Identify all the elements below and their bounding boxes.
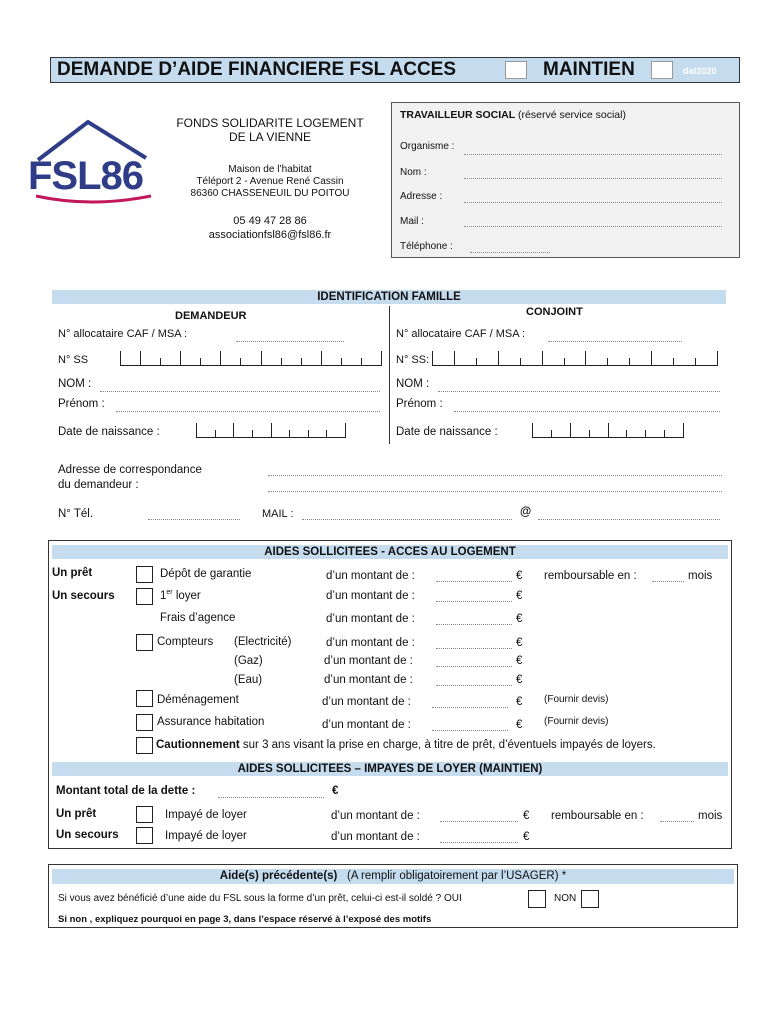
comb-tick [589, 430, 590, 437]
comb-tick [645, 430, 646, 437]
form-title: DEMANDE D’AIDE FINANCIERE FSL ACCES [57, 59, 457, 80]
maintien-un-secours-label: Un secours [56, 829, 119, 841]
conjoint-nom-label: NOM : [396, 378, 430, 390]
telephone-label: N° Tél. [58, 508, 94, 520]
demandeur-nom-field[interactable] [100, 382, 380, 392]
comb-tick [301, 358, 302, 365]
solde-non-checkbox[interactable] [581, 890, 599, 908]
adresse-label-line2: du demandeur : [58, 479, 139, 491]
comb-tick [629, 358, 630, 365]
comb-tick [476, 358, 477, 365]
famille-section-header: IDENTIFICATION FAMILLE [52, 290, 726, 304]
premier-loyer-label: 1er loyer [160, 589, 201, 602]
demenagement-montant-field[interactable] [432, 698, 508, 708]
comb-tick [626, 430, 627, 437]
dette-euro: € [332, 785, 339, 797]
social-nom-label: Nom : [400, 167, 427, 178]
maintien-secours-montant-label: d’un montant de : [331, 831, 420, 843]
depot-montant-field[interactable] [436, 572, 512, 582]
comb-tick [570, 423, 571, 437]
precedentes-note: Si non , expliquez pourquoi en page 3, dans l’espace réservé à l’exposé des motifs [58, 914, 432, 925]
comb-tick [215, 430, 216, 437]
conjoint-heading: CONJOINT [526, 306, 583, 318]
form-title-bar [50, 57, 740, 83]
social-worker-box [391, 102, 740, 258]
mail-field-user[interactable] [302, 510, 512, 520]
conjoint-caf-field[interactable] [548, 332, 682, 342]
maintien-un-pret-label: Un prêt [56, 808, 97, 820]
org-address-1: Maison de l’habitat [228, 164, 312, 175]
acces-un-pret-label: Un prêt [52, 567, 93, 579]
demandeur-caf-label: N° allocataire CAF / MSA : [58, 328, 188, 340]
dette-total-label: Montant total de la dette : [56, 785, 196, 797]
mail-field-domain[interactable] [538, 510, 720, 520]
depot-euro: € [516, 570, 523, 582]
adresse-field-line1[interactable] [268, 466, 722, 476]
comb-tick [498, 351, 499, 365]
comb-tick [454, 351, 455, 365]
comb-tick [326, 430, 327, 437]
organisme-label: Organisme : [400, 141, 455, 152]
premier-loyer-checkbox[interactable] [136, 588, 153, 605]
comb-tick [140, 351, 141, 365]
frais-montant-label: d’un montant de : [326, 613, 415, 625]
comb-tick [651, 351, 652, 365]
dette-total-field[interactable] [218, 788, 324, 798]
org-phone: 05 49 47 28 86 [233, 215, 307, 227]
adresse-label-line1: Adresse de correspondance [58, 464, 202, 476]
conjoint-naissance-field[interactable] [532, 424, 684, 438]
maintien-section-header: AIDES SOLLICITEES – IMPAYES DE LOYER (MAINTIEN) [52, 762, 728, 776]
comb-tick [664, 430, 665, 437]
social-mail-label: Mail : [400, 216, 424, 227]
social-telephone-label: Téléphone : [400, 241, 453, 252]
conjoint-ss-label: N° SS: [396, 354, 430, 366]
maintien-remboursable-field[interactable] [660, 812, 694, 822]
mail-label: MAIL : [262, 508, 294, 520]
eau-montant-label: d’un montant de : [324, 674, 413, 686]
comb-tick [252, 430, 253, 437]
org-block [160, 116, 380, 242]
comb-tick [361, 358, 362, 365]
comb-tick [683, 423, 684, 437]
maintien-checkbox[interactable] [651, 61, 673, 79]
comb-tick [607, 358, 608, 365]
demenagement-devis-note: (Fournir devis) [544, 694, 609, 705]
conjoint-prenom-label: Prénom : [396, 398, 443, 410]
comb-tick [240, 358, 241, 365]
comb-tick [341, 358, 342, 365]
gaz-montant-field[interactable] [436, 657, 512, 667]
loyer-euro: € [516, 590, 523, 602]
org-name-line2: DE LA VIENNE [228, 130, 312, 144]
org-address-2: Téléport 2 - Avenue René Cassin [196, 176, 344, 187]
acces-mois-label: mois [688, 570, 713, 582]
maintien-pret-impaye-label: Impayé de loyer [165, 809, 247, 821]
demandeur-heading: DEMANDEUR [175, 310, 247, 322]
comb-tick [432, 351, 433, 365]
acces-remboursable-field[interactable] [652, 572, 684, 582]
demandeur-nom-label: NOM : [58, 378, 92, 390]
comb-tick [321, 351, 322, 365]
maintien-mois-label: mois [698, 810, 723, 822]
assurance-label: Assurance habitation [157, 716, 265, 728]
comb-tick [233, 423, 234, 437]
demandeur-ss-label: N° SS [58, 354, 89, 366]
precedentes-question: Si vous avez bénéficié d’une aide du FSL sous la forme d’un prêt, celui-ci est-il soldé ? OUI [58, 893, 462, 904]
social-adresse-label: Adresse : [400, 191, 443, 202]
maintien-pret-checkbox[interactable] [136, 806, 153, 823]
comb-tick [345, 423, 346, 437]
comb-tick [542, 351, 543, 365]
comb-tick [196, 423, 197, 437]
comb-tick [200, 358, 201, 365]
comb-tick [608, 423, 609, 437]
comb-tick [160, 358, 161, 365]
maintien-secours-impaye-label: Impayé de loyer [165, 830, 247, 842]
demenagement-label: Déménagement [157, 694, 239, 706]
solde-oui-checkbox[interactable] [528, 890, 546, 908]
solde-non-label: NON [554, 893, 577, 904]
comb-tick [308, 430, 309, 437]
acces-section-header: AIDES SOLLICITEES - ACCES AU LOGEMENT [52, 545, 728, 559]
comb-tick [220, 351, 221, 365]
acces-un-secours-label: Un secours [52, 590, 115, 602]
maintien-secours-montant-field[interactable] [440, 833, 518, 843]
assurance-montant-label: d’un montant de : [322, 719, 411, 731]
frais-agence-label: Frais d’agence [160, 612, 236, 624]
comb-tick [289, 430, 290, 437]
assurance-montant-field[interactable] [432, 721, 508, 731]
comb-tick [271, 423, 272, 437]
elec-euro: € [516, 637, 523, 649]
organisme-field[interactable] [464, 145, 722, 155]
acces-remboursable-label: remboursable en : [544, 570, 637, 582]
comb-tick [551, 430, 552, 437]
demandeur-naissance-label: Date de naissance : [58, 426, 160, 438]
maintien-pret-montant-field[interactable] [440, 812, 518, 822]
precedentes-header: Aide(s) précédente(s) (A remplir obligatoirement par l’USAGER) * [52, 869, 734, 884]
maintien-label: MAINTIEN [543, 59, 635, 80]
comb-tick [261, 351, 262, 365]
eau-euro: € [516, 674, 523, 686]
eau-montant-field[interactable] [436, 676, 512, 686]
gaz-euro: € [516, 655, 523, 667]
demenagement-checkbox[interactable] [136, 690, 153, 707]
comb-tick [180, 351, 181, 365]
comb-tick [120, 351, 121, 365]
comb-tick [585, 351, 586, 365]
demenagement-euro: € [516, 696, 523, 708]
elec-montant-field[interactable] [436, 639, 512, 649]
loyer-montant-field[interactable] [436, 592, 512, 602]
maintien-remboursable-label: remboursable en : [551, 810, 644, 822]
conjoint-caf-label: N° allocataire CAF / MSA : [396, 328, 526, 340]
demandeur-prenom-label: Prénom : [58, 398, 105, 410]
demandeur-prenom-field[interactable] [116, 402, 380, 412]
acces-checkbox[interactable] [505, 61, 527, 79]
comb-tick [717, 351, 718, 365]
form-reference: daf2020 [683, 66, 717, 76]
assurance-euro: € [516, 719, 523, 731]
maintien-pret-montant-label: d’un montant de : [331, 810, 420, 822]
logo-text: FSL86 [28, 154, 144, 198]
famille-divider [389, 306, 390, 444]
compteur-eau-label: (Eau) [234, 674, 263, 686]
telephone-field[interactable] [148, 510, 240, 520]
social-nom-field[interactable] [464, 169, 722, 179]
org-address-3: 86360 CHASSENEUIL DU POITOU [190, 188, 350, 199]
compteur-gaz-label: (Gaz) [234, 655, 263, 667]
loyer-montant-label: d’un montant de : [326, 590, 415, 602]
social-mail-field[interactable] [464, 217, 722, 227]
compteurs-label: Compteurs [157, 636, 214, 648]
demandeur-caf-field[interactable] [236, 332, 344, 342]
assurance-devis-note: (Fournir devis) [544, 716, 609, 727]
conjoint-ss-field[interactable] [432, 352, 718, 366]
comb-tick [564, 358, 565, 365]
social-worker-title: TRAVAILLEUR SOCIAL (réservé service social) [400, 109, 626, 121]
maintien-secours-euro: € [523, 831, 530, 843]
comb-tick [695, 358, 696, 365]
demandeur-naissance-field[interactable] [196, 424, 346, 438]
social-adresse-field[interactable] [464, 193, 722, 203]
compteurs-checkbox[interactable] [136, 634, 153, 651]
mail-at-sign: @ [520, 506, 532, 518]
social-telephone-field[interactable] [470, 243, 550, 253]
maintien-pret-euro: € [523, 810, 530, 822]
comb-tick [532, 423, 533, 437]
conjoint-nom-field[interactable] [438, 382, 720, 392]
org-email: associationfsl86@fsl86.fr [208, 229, 332, 241]
depot-garantie-label: Dépôt de garantie [160, 568, 252, 580]
adresse-field-line2[interactable] [268, 482, 722, 492]
depot-montant-label: d’un montant de : [326, 570, 415, 582]
gaz-montant-label: d’un montant de : [324, 655, 413, 667]
demenagement-montant-label: d’un montant de : [322, 696, 411, 708]
fsl86-logo [26, 118, 161, 208]
demandeur-ss-field[interactable] [120, 352, 382, 366]
cautionnement-checkbox[interactable] [136, 737, 153, 754]
compteur-electricite-label: (Electricité) [234, 636, 292, 648]
comb-tick [673, 358, 674, 365]
frais-euro: € [516, 613, 523, 625]
conjoint-prenom-field[interactable] [454, 402, 720, 412]
comb-tick [281, 358, 282, 365]
elec-montant-label: d’un montant de : [326, 637, 415, 649]
conjoint-naissance-label: Date de naissance : [396, 426, 498, 438]
depot-garantie-checkbox[interactable] [136, 566, 153, 583]
maintien-secours-checkbox[interactable] [136, 827, 153, 844]
comb-tick [520, 358, 521, 365]
frais-montant-field[interactable] [436, 615, 512, 625]
assurance-checkbox[interactable] [136, 714, 153, 731]
cautionnement-label: Cautionnement sur 3 ans visant la prise en charge, à titre de prêt, d’éventuels impayés de loyers. [156, 739, 656, 751]
comb-tick [381, 351, 382, 365]
org-name-line1: FONDS SOLIDARITE LOGEMENT [176, 116, 364, 130]
